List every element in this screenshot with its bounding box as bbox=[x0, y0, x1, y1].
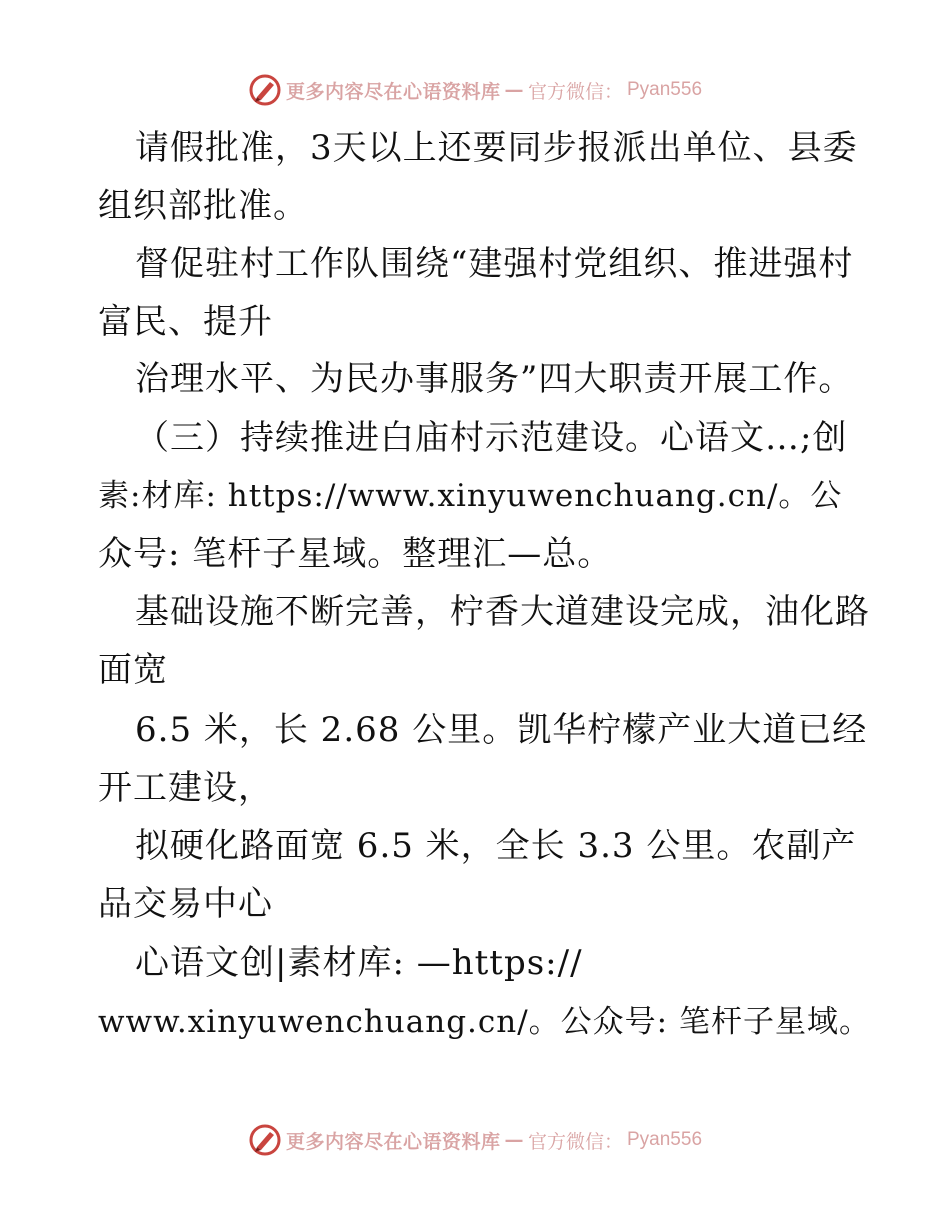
footer-separator: — bbox=[504, 1129, 524, 1151]
header-wechat-label: 官方微信： bbox=[527, 80, 623, 103]
body-line-5: 治理水平、为民办事服务”四大职责开展工作。 bbox=[135, 359, 854, 399]
footer-wechat-label: 官方微信： bbox=[527, 1130, 623, 1153]
header-site-text: 更多内容尽在心语资料库 bbox=[285, 80, 501, 103]
footer-banner bbox=[0, 1120, 950, 1160]
body-line-10: 面宽 bbox=[98, 650, 168, 690]
body-line-2: 组织部批准。 bbox=[98, 186, 308, 226]
body-line-8: 众号: 笔杆子星域。整理汇—总。 bbox=[98, 534, 613, 574]
body-line-9: 基础设施不断完善，柠香大道建设完成，油化路 bbox=[135, 592, 870, 632]
body-line-12: 开工建设， bbox=[98, 768, 273, 808]
body-line-15: 心语文创|素材库: —https:// bbox=[135, 943, 583, 983]
body-line-16: www.xinyuwenchuang.cn/。公众号: 笔杆子星域。 bbox=[98, 1004, 871, 1040]
pen-logo-icon bbox=[248, 1123, 282, 1157]
footer-banner-content bbox=[248, 1123, 702, 1157]
footer-site-text: 更多内容尽在心语资料库 bbox=[285, 1130, 501, 1153]
header-banner-content bbox=[248, 73, 702, 107]
body-line-14: 品交易中心 bbox=[98, 884, 273, 924]
pen-logo-icon bbox=[248, 73, 282, 107]
body-line-4: 富民、提升 bbox=[98, 302, 273, 342]
body-line-1: 请假批准，3天以上还要同步报派出单位、县委 bbox=[135, 128, 858, 168]
body-line-3: 督促驻村工作队围绕“建强村党组织、推进强村 bbox=[135, 244, 854, 284]
header-banner bbox=[0, 70, 950, 110]
body-line-6: （三）持续推进白庙村示范建设。心语文…;创 bbox=[135, 418, 848, 458]
header-separator: — bbox=[504, 79, 524, 101]
body-line-11: 6.5 米，长 2.68 公里。凯华柠檬产业大道已经 bbox=[135, 710, 868, 750]
body-line-13: 拟硬化路面宽 6.5 米，全长 3.3 公里。农副产 bbox=[135, 826, 857, 866]
body-line-7: 素:材库: https://www.xinyuwenchuang.cn/。公 bbox=[98, 478, 843, 514]
footer-wechat-id: Pyan556 bbox=[627, 1129, 703, 1150]
header-wechat-id: Pyan556 bbox=[627, 79, 703, 100]
